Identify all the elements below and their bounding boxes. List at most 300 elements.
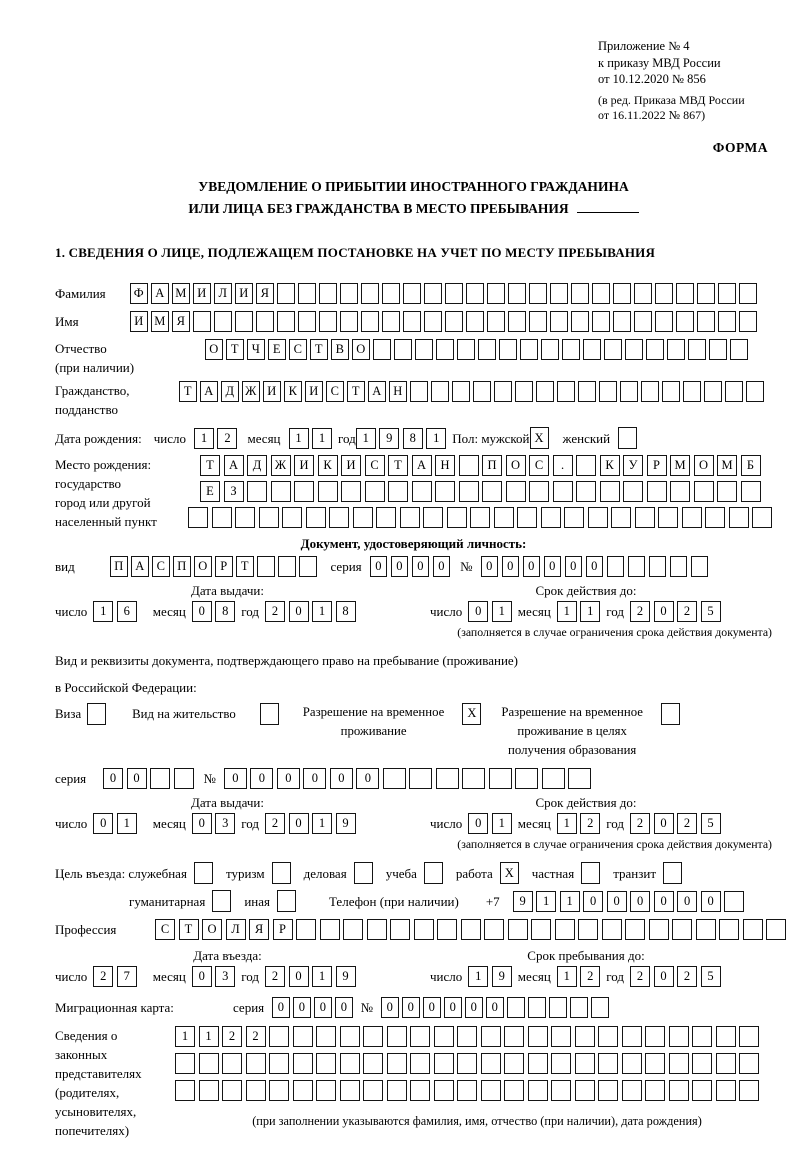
char-cell[interactable]: 5 (701, 601, 721, 622)
char-cell[interactable] (447, 507, 467, 528)
purpose-other-checkbox[interactable] (277, 890, 296, 912)
char-cell[interactable]: М (151, 311, 169, 332)
char-cell[interactable] (282, 507, 302, 528)
char-cell[interactable] (410, 381, 428, 402)
char-cell[interactable] (649, 556, 667, 577)
permit-valid-day-cells[interactable] (468, 813, 512, 834)
char-cell[interactable]: С (529, 455, 549, 476)
char-cell[interactable] (705, 507, 725, 528)
char-cell[interactable] (459, 481, 479, 502)
char-cell[interactable] (645, 1080, 665, 1101)
char-cell[interactable]: В (331, 339, 349, 360)
permit-valid-year-cells[interactable] (630, 813, 721, 834)
char-cell[interactable] (452, 381, 470, 402)
char-cell[interactable] (403, 311, 421, 332)
char-cell[interactable] (277, 283, 295, 304)
char-cell[interactable] (655, 283, 673, 304)
char-cell[interactable] (658, 507, 678, 528)
char-cell[interactable]: 2 (677, 813, 697, 834)
char-cell[interactable]: Т (200, 455, 220, 476)
char-cell[interactable] (235, 507, 255, 528)
char-cell[interactable] (646, 339, 664, 360)
char-cell[interactable] (318, 481, 338, 502)
char-cell[interactable]: 0 (502, 556, 520, 577)
char-cell[interactable]: 0 (523, 556, 541, 577)
char-cell[interactable] (193, 311, 211, 332)
char-cell[interactable] (174, 768, 194, 789)
char-cell[interactable]: X (530, 427, 549, 449)
char-cell[interactable] (663, 862, 682, 884)
char-cell[interactable]: 0 (468, 813, 488, 834)
char-cell[interactable] (298, 283, 316, 304)
char-cell[interactable] (550, 311, 568, 332)
char-cell[interactable]: 1 (492, 601, 512, 622)
char-cell[interactable] (363, 1026, 383, 1047)
surname-cells[interactable] (130, 283, 757, 304)
char-cell[interactable] (562, 339, 580, 360)
char-cell[interactable] (341, 481, 361, 502)
char-cell[interactable] (507, 997, 525, 1018)
char-cell[interactable] (87, 703, 106, 725)
char-cell[interactable]: 5 (701, 813, 721, 834)
char-cell[interactable] (462, 768, 485, 789)
char-cell[interactable] (506, 481, 526, 502)
char-cell[interactable] (373, 339, 391, 360)
char-cell[interactable]: 0 (481, 556, 499, 577)
char-cell[interactable]: О (352, 339, 370, 360)
char-cell[interactable] (434, 1080, 454, 1101)
char-cell[interactable] (175, 1053, 195, 1074)
char-cell[interactable]: Л (214, 283, 232, 304)
char-cell[interactable]: З (224, 481, 244, 502)
char-cell[interactable] (247, 481, 267, 502)
char-cell[interactable]: 0 (465, 997, 483, 1018)
char-cell[interactable]: 2 (265, 966, 285, 987)
char-cell[interactable] (575, 1026, 595, 1047)
char-cell[interactable]: Н (389, 381, 407, 402)
char-cell[interactable] (591, 997, 609, 1018)
char-cell[interactable] (260, 703, 279, 725)
char-cell[interactable]: Н (435, 455, 455, 476)
char-cell[interactable]: 9 (336, 966, 356, 987)
char-cell[interactable] (672, 919, 692, 940)
char-cell[interactable]: Т (388, 455, 408, 476)
char-cell[interactable]: К (318, 455, 338, 476)
char-cell[interactable] (383, 768, 406, 789)
char-cell[interactable] (576, 481, 596, 502)
char-cell[interactable] (520, 339, 538, 360)
temp-residence-edu-checkbox[interactable] (661, 703, 680, 725)
char-cell[interactable] (214, 311, 232, 332)
char-cell[interactable]: К (284, 381, 302, 402)
char-cell[interactable] (246, 1053, 266, 1074)
char-cell[interactable]: 8 (215, 601, 235, 622)
doc-valid-month-cells[interactable] (557, 601, 601, 622)
char-cell[interactable]: 2 (677, 601, 697, 622)
char-cell[interactable]: О (506, 455, 526, 476)
char-cell[interactable] (277, 890, 296, 912)
char-cell[interactable]: 1 (312, 428, 332, 449)
char-cell[interactable] (412, 481, 432, 502)
sex-male-checkbox[interactable] (530, 427, 549, 449)
char-cell[interactable]: . (553, 455, 573, 476)
char-cell[interactable] (683, 381, 701, 402)
char-cell[interactable]: М (717, 455, 737, 476)
purpose-official-checkbox[interactable] (194, 862, 213, 884)
reps-cells-row3[interactable] (175, 1080, 759, 1101)
char-cell[interactable] (410, 1080, 430, 1101)
char-cell[interactable] (578, 381, 596, 402)
char-cell[interactable] (361, 283, 379, 304)
char-cell[interactable] (320, 919, 340, 940)
doc-issue-year-cells[interactable] (265, 601, 356, 622)
birthplace-cells-row2[interactable] (200, 481, 772, 502)
char-cell[interactable] (622, 1080, 642, 1101)
char-cell[interactable] (434, 1053, 454, 1074)
char-cell[interactable]: М (670, 455, 690, 476)
char-cell[interactable]: 2 (630, 966, 650, 987)
char-cell[interactable]: 2 (677, 966, 697, 987)
char-cell[interactable] (613, 311, 631, 332)
char-cell[interactable] (641, 381, 659, 402)
char-cell[interactable]: X (500, 862, 519, 884)
purpose-private-checkbox[interactable] (581, 862, 600, 884)
char-cell[interactable] (599, 381, 617, 402)
char-cell[interactable]: 0 (402, 997, 420, 1018)
char-cell[interactable]: 1 (175, 1026, 195, 1047)
char-cell[interactable] (649, 919, 669, 940)
char-cell[interactable]: И (193, 283, 211, 304)
char-cell[interactable] (729, 507, 749, 528)
char-cell[interactable] (508, 311, 526, 332)
char-cell[interactable] (246, 1080, 266, 1101)
char-cell[interactable] (459, 455, 479, 476)
char-cell[interactable] (598, 1026, 618, 1047)
char-cell[interactable] (583, 339, 601, 360)
char-cell[interactable] (306, 507, 326, 528)
char-cell[interactable]: 1 (557, 813, 577, 834)
char-cell[interactable]: 0 (289, 966, 309, 987)
char-cell[interactable] (499, 339, 517, 360)
char-cell[interactable] (482, 481, 502, 502)
char-cell[interactable]: П (173, 556, 191, 577)
char-cell[interactable] (293, 1053, 313, 1074)
char-cell[interactable]: 1 (194, 428, 214, 449)
char-cell[interactable] (692, 1026, 712, 1047)
char-cell[interactable] (541, 339, 559, 360)
char-cell[interactable] (316, 1053, 336, 1074)
char-cell[interactable]: 1 (560, 891, 580, 912)
temp-residence-checkbox[interactable] (462, 703, 481, 725)
char-cell[interactable] (634, 283, 652, 304)
char-cell[interactable] (575, 1080, 595, 1101)
char-cell[interactable] (730, 339, 748, 360)
char-cell[interactable]: 0 (586, 556, 604, 577)
char-cell[interactable] (410, 1053, 430, 1074)
permit-series-cells[interactable] (103, 768, 194, 789)
char-cell[interactable]: Ж (271, 455, 291, 476)
char-cell[interactable] (354, 862, 373, 884)
char-cell[interactable]: П (482, 455, 502, 476)
char-cell[interactable] (676, 311, 694, 332)
char-cell[interactable] (620, 381, 638, 402)
char-cell[interactable] (647, 481, 667, 502)
permit-number-cells[interactable] (224, 768, 592, 789)
char-cell[interactable] (625, 919, 645, 940)
char-cell[interactable]: Р (647, 455, 667, 476)
char-cell[interactable] (390, 919, 410, 940)
char-cell[interactable] (571, 283, 589, 304)
char-cell[interactable] (340, 283, 358, 304)
char-cell[interactable]: Т (226, 339, 244, 360)
char-cell[interactable]: Т (179, 919, 199, 940)
stay-day-cells[interactable] (468, 966, 512, 987)
char-cell[interactable] (571, 311, 589, 332)
char-cell[interactable] (625, 339, 643, 360)
char-cell[interactable]: 9 (513, 891, 533, 912)
permit-issue-year-cells[interactable] (265, 813, 356, 834)
char-cell[interactable]: П (110, 556, 128, 577)
char-cell[interactable] (296, 919, 316, 940)
char-cell[interactable] (600, 481, 620, 502)
char-cell[interactable]: И (294, 455, 314, 476)
char-cell[interactable] (199, 1053, 219, 1074)
char-cell[interactable] (536, 381, 554, 402)
migration-series-cells[interactable] (272, 997, 353, 1018)
char-cell[interactable]: 0 (192, 601, 212, 622)
char-cell[interactable] (293, 1026, 313, 1047)
char-cell[interactable]: Д (221, 381, 239, 402)
char-cell[interactable]: 9 (336, 813, 356, 834)
char-cell[interactable] (531, 919, 551, 940)
citizenship-cells[interactable] (179, 381, 764, 402)
char-cell[interactable]: 1 (312, 966, 332, 987)
char-cell[interactable]: М (172, 283, 190, 304)
char-cell[interactable] (515, 768, 538, 789)
char-cell[interactable] (329, 507, 349, 528)
char-cell[interactable] (434, 1026, 454, 1047)
char-cell[interactable] (457, 339, 475, 360)
char-cell[interactable] (271, 481, 291, 502)
char-cell[interactable]: 1 (580, 601, 600, 622)
char-cell[interactable] (256, 311, 274, 332)
char-cell[interactable] (294, 481, 314, 502)
char-cell[interactable] (494, 381, 512, 402)
char-cell[interactable] (719, 919, 739, 940)
char-cell[interactable]: 0 (544, 556, 562, 577)
entry-day-cells[interactable] (93, 966, 137, 987)
char-cell[interactable] (555, 919, 575, 940)
char-cell[interactable] (388, 481, 408, 502)
char-cell[interactable] (645, 1053, 665, 1074)
char-cell[interactable] (592, 283, 610, 304)
char-cell[interactable]: 6 (117, 601, 137, 622)
birthplace-cells-row3[interactable] (188, 507, 772, 528)
char-cell[interactable] (604, 339, 622, 360)
char-cell[interactable]: 1 (426, 428, 446, 449)
char-cell[interactable]: 0 (356, 768, 379, 789)
char-cell[interactable]: 2 (580, 813, 600, 834)
profession-cells[interactable] (155, 919, 786, 940)
char-cell[interactable]: 2 (630, 601, 650, 622)
char-cell[interactable]: Е (268, 339, 286, 360)
char-cell[interactable]: 0 (93, 813, 113, 834)
char-cell[interactable] (716, 1026, 736, 1047)
birth-year-cells[interactable] (356, 428, 447, 449)
char-cell[interactable] (528, 1053, 548, 1074)
char-cell[interactable]: А (131, 556, 149, 577)
char-cell[interactable] (564, 507, 584, 528)
purpose-humanitarian-checkbox[interactable] (212, 890, 231, 912)
char-cell[interactable] (489, 768, 512, 789)
char-cell[interactable] (457, 1080, 477, 1101)
char-cell[interactable]: 0 (192, 966, 212, 987)
char-cell[interactable] (670, 556, 688, 577)
doc-valid-year-cells[interactable] (630, 601, 721, 622)
phone-cells[interactable] (513, 891, 745, 912)
char-cell[interactable]: С (289, 339, 307, 360)
char-cell[interactable] (424, 283, 442, 304)
char-cell[interactable]: Ж (242, 381, 260, 402)
char-cell[interactable] (340, 311, 358, 332)
char-cell[interactable]: 3 (215, 813, 235, 834)
char-cell[interactable] (481, 1053, 501, 1074)
char-cell[interactable]: 2 (580, 966, 600, 987)
char-cell[interactable]: 8 (336, 601, 356, 622)
char-cell[interactable] (662, 381, 680, 402)
char-cell[interactable] (363, 1053, 383, 1074)
purpose-study-checkbox[interactable] (424, 862, 443, 884)
char-cell[interactable]: 0 (654, 601, 674, 622)
char-cell[interactable]: 0 (103, 768, 123, 789)
char-cell[interactable]: 1 (536, 891, 556, 912)
char-cell[interactable] (670, 481, 690, 502)
char-cell[interactable] (403, 283, 421, 304)
char-cell[interactable] (551, 1053, 571, 1074)
char-cell[interactable]: 0 (381, 997, 399, 1018)
char-cell[interactable] (436, 339, 454, 360)
char-cell[interactable]: 2 (217, 428, 237, 449)
doc-issue-day-cells[interactable] (93, 601, 137, 622)
visa-checkbox[interactable] (87, 703, 106, 725)
char-cell[interactable]: 0 (391, 556, 409, 577)
char-cell[interactable] (628, 556, 646, 577)
char-cell[interactable] (340, 1026, 360, 1047)
migration-number-cells[interactable] (381, 997, 609, 1018)
char-cell[interactable] (277, 311, 295, 332)
char-cell[interactable] (199, 1080, 219, 1101)
char-cell[interactable] (481, 1080, 501, 1101)
purpose-transit-checkbox[interactable] (663, 862, 682, 884)
char-cell[interactable]: 0 (630, 891, 650, 912)
char-cell[interactable] (293, 1080, 313, 1101)
char-cell[interactable] (669, 1080, 689, 1101)
char-cell[interactable] (431, 381, 449, 402)
char-cell[interactable] (487, 311, 505, 332)
char-cell[interactable]: Ф (130, 283, 148, 304)
char-cell[interactable] (635, 507, 655, 528)
char-cell[interactable] (316, 1026, 336, 1047)
char-cell[interactable] (222, 1080, 242, 1101)
char-cell[interactable]: С (365, 455, 385, 476)
char-cell[interactable] (340, 1080, 360, 1101)
char-cell[interactable] (553, 481, 573, 502)
char-cell[interactable] (766, 919, 786, 940)
char-cell[interactable]: И (263, 381, 281, 402)
char-cell[interactable] (623, 481, 643, 502)
entry-month-cells[interactable] (192, 966, 236, 987)
char-cell[interactable] (529, 481, 549, 502)
char-cell[interactable] (278, 556, 296, 577)
doc-number-cells[interactable] (481, 556, 709, 577)
char-cell[interactable] (592, 311, 610, 332)
char-cell[interactable] (739, 311, 757, 332)
char-cell[interactable] (716, 1053, 736, 1074)
char-cell[interactable]: 5 (701, 966, 721, 987)
sex-female-checkbox[interactable] (618, 427, 637, 449)
char-cell[interactable] (725, 381, 743, 402)
char-cell[interactable] (414, 919, 434, 940)
char-cell[interactable] (457, 1026, 477, 1047)
char-cell[interactable] (704, 381, 722, 402)
char-cell[interactable] (578, 919, 598, 940)
char-cell[interactable] (222, 1053, 242, 1074)
char-cell[interactable]: О (694, 455, 714, 476)
char-cell[interactable] (361, 311, 379, 332)
char-cell[interactable] (484, 919, 504, 940)
char-cell[interactable] (424, 311, 442, 332)
char-cell[interactable]: 1 (557, 601, 577, 622)
birthplace-cells-row1[interactable] (200, 455, 772, 476)
char-cell[interactable]: А (224, 455, 244, 476)
char-cell[interactable] (461, 919, 481, 940)
char-cell[interactable] (194, 862, 213, 884)
char-cell[interactable] (478, 339, 496, 360)
char-cell[interactable] (487, 283, 505, 304)
doc-series-cells[interactable] (370, 556, 451, 577)
char-cell[interactable]: И (305, 381, 323, 402)
char-cell[interactable]: 0 (654, 966, 674, 987)
char-cell[interactable] (613, 283, 631, 304)
char-cell[interactable]: 0 (654, 891, 674, 912)
char-cell[interactable] (669, 1053, 689, 1074)
doc-issue-month-cells[interactable] (192, 601, 236, 622)
permit-issue-day-cells[interactable] (93, 813, 137, 834)
char-cell[interactable]: 2 (222, 1026, 242, 1047)
char-cell[interactable] (542, 768, 565, 789)
char-cell[interactable] (299, 556, 317, 577)
char-cell[interactable] (353, 507, 373, 528)
char-cell[interactable]: 2 (93, 966, 113, 987)
char-cell[interactable]: 0 (272, 997, 290, 1018)
char-cell[interactable] (551, 1026, 571, 1047)
char-cell[interactable] (717, 481, 737, 502)
char-cell[interactable] (528, 1080, 548, 1101)
char-cell[interactable] (259, 507, 279, 528)
char-cell[interactable] (607, 556, 625, 577)
char-cell[interactable]: 0 (330, 768, 353, 789)
char-cell[interactable]: 1 (199, 1026, 219, 1047)
char-cell[interactable] (188, 507, 208, 528)
entry-year-cells[interactable] (265, 966, 356, 987)
char-cell[interactable] (581, 862, 600, 884)
char-cell[interactable]: 0 (486, 997, 504, 1018)
char-cell[interactable] (212, 890, 231, 912)
char-cell[interactable]: 0 (250, 768, 273, 789)
char-cell[interactable] (529, 283, 547, 304)
permit-issue-month-cells[interactable] (192, 813, 236, 834)
stay-month-cells[interactable] (557, 966, 601, 987)
